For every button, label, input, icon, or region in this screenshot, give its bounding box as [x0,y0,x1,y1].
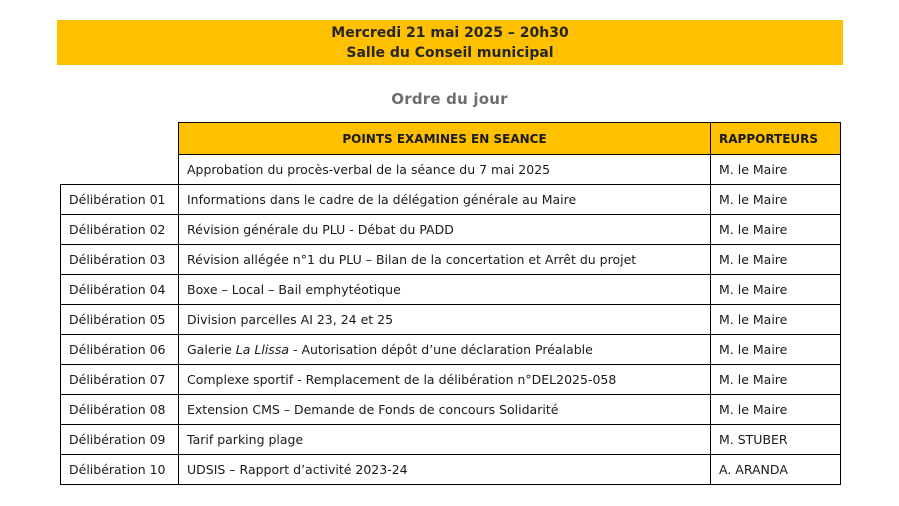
row-rapporteur: A. ARANDA [711,455,841,485]
table-row [61,275,841,305]
row-label: Délibération 07 [61,365,179,395]
column-header-points: POINTS EXAMINES EN SEANCE [179,123,711,155]
row-point: Tarif parking plage [179,425,711,455]
page-title: Ordre du jour [391,90,508,108]
row-point: Complexe sportif - Remplacement de la délibération n°DEL2025-058 [179,365,711,395]
row-point-italic: La Llissa [235,342,289,357]
row-rapporteur: M. le Maire [711,275,841,305]
row-point: Extension CMS – Demande de Fonds de concours Solidarité [179,395,711,425]
row-label: Délibération 10 [61,455,179,485]
row-point: Division parcelles AI 23, 24 et 25 [179,305,711,335]
row-point-suffix: - Autorisation dépôt d’une déclaration Préalable [289,342,593,357]
row-label: Délibération 05 [61,305,179,335]
table-row [61,305,841,335]
table-row [61,335,841,365]
session-date: Mercredi 21 mai 2025 – 20h30 [331,25,569,41]
table-row [61,185,841,215]
row-rapporteur: M. STUBER [711,425,841,455]
row-point: Révision allégée n°1 du PLU – Bilan de la concertation et Arrêt du projet [179,245,711,275]
header-spacer [61,123,179,155]
row-point: Boxe – Local – Bail emphytéotique [179,275,711,305]
row-label: Délibération 06 [61,335,179,365]
table-row [61,365,841,395]
row-point: Révision générale du PLU - Débat du PADD [179,215,711,245]
table-row [61,155,841,185]
row-point: UDSIS – Rapport d’activité 2023-24 [179,455,711,485]
column-header-rapporteurs: RAPPORTEURS [711,123,841,155]
agenda-header-row [61,123,841,155]
row-point [179,335,711,365]
row-label: Délibération 04 [61,275,179,305]
row-label: Délibération 09 [61,425,179,455]
row-rapporteur: M. le Maire [711,395,841,425]
table-row [61,455,841,485]
table-row [61,215,841,245]
row-rapporteur: M. le Maire [711,155,841,185]
row-rapporteur: M. le Maire [711,215,841,245]
table-row [61,245,841,275]
table-row [61,425,841,455]
row-point: Informations dans le cadre de la délégation générale au Maire [179,185,711,215]
session-banner [57,20,843,65]
session-location: Salle du Conseil municipal [346,45,554,61]
row-point: Approbation du procès-verbal de la séance du 7 mai 2025 [179,155,711,185]
row-rapporteur: M. le Maire [711,365,841,395]
row-rapporteur: M. le Maire [711,185,841,215]
row-rapporteur: M. le Maire [711,305,841,335]
row-rapporteur: M. le Maire [711,245,841,275]
row-label [61,155,179,185]
row-label: Délibération 02 [61,215,179,245]
table-row [61,395,841,425]
row-label: Délibération 01 [61,185,179,215]
row-label: Délibération 03 [61,245,179,275]
row-label: Délibération 08 [61,395,179,425]
agenda-table [60,122,841,485]
row-point-prefix: Galerie [187,342,236,357]
row-rapporteur: M. le Maire [711,335,841,365]
